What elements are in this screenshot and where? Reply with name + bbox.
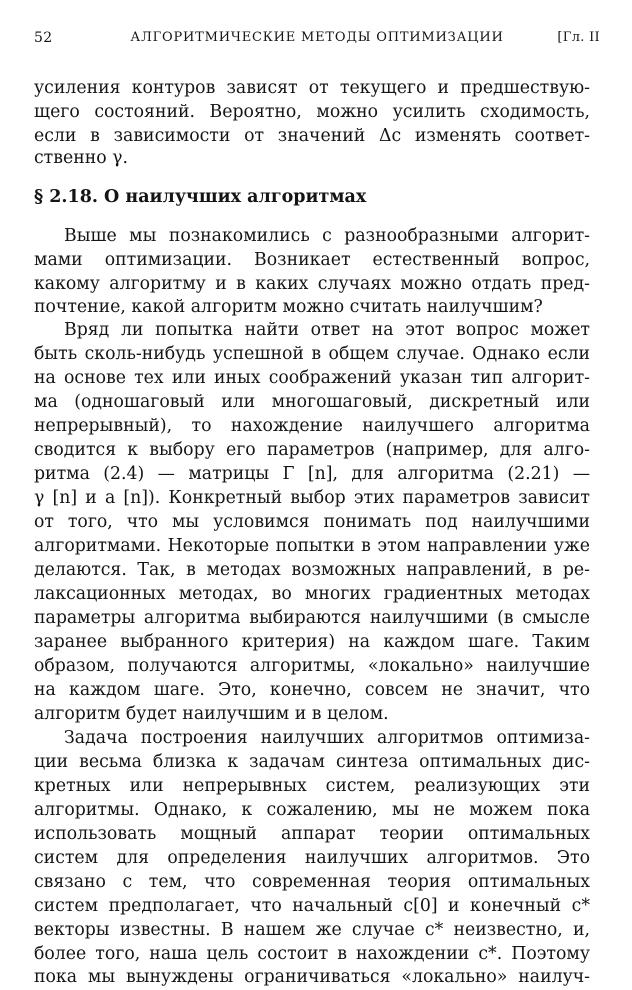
- running-head: [34, 30, 600, 52]
- text-line: ритма (2.4) — матрицы Γ [n], для алгоритма (2.21) —: [34, 464, 590, 484]
- text-line: почтение, какой алгоритм можно считать наилучшим?: [34, 297, 543, 317]
- text-line: Выше мы познакомились с разнообразными алгорит-: [64, 226, 590, 246]
- text-line: параметры алгоритма выбираются наилучшими (в смысле: [34, 608, 590, 628]
- text-line: алгоритм будет наилучшим и в целом.: [34, 704, 389, 724]
- text-line: образом, получаются алгоритмы, «локально» наилучшие: [34, 656, 590, 676]
- text-line: ции весьма близка к задачам синтеза оптимальных дис-: [34, 752, 590, 772]
- text-line: пока мы вынуждены ограничиваться «локально» наилуч-: [34, 967, 590, 987]
- text-line: ственно γ.: [34, 148, 128, 168]
- text-line: алгоритмами. Некоторые попытки в этом направлении уже: [34, 536, 590, 556]
- text-line: систем предполагает, что начальный c[0] и конечный c*: [34, 896, 590, 916]
- text-line: усиления контуров зависят от текущего и предшествую-: [34, 78, 590, 98]
- text-line: быть сколь-нибудь успешной в общем случае. Однако если: [34, 344, 590, 364]
- text-line: γ [n] и a [n]). Конкретный выбор этих параметров зависит: [34, 488, 590, 508]
- text-line: на основе тех или иных соображений указан тип алгорит-: [34, 368, 590, 388]
- text-line: щего состояний. Вероятно, можно усилить сходимость,: [34, 102, 590, 122]
- text-line: какому алгоритму и в каких случаях можно отдать пред-: [34, 274, 590, 294]
- text-line: делаются. Так, в методах возможных направлений, в ре-: [34, 560, 590, 580]
- text-line: на каждом шаге. Это, конечно, совсем не значит, что: [34, 680, 590, 700]
- text-line: более того, наша цель состоит в нахождении c*. Поэтому: [34, 944, 590, 964]
- text-line: заранее выбранного критерия) на каждом шаге. Таким: [34, 632, 590, 652]
- text-line: связано с тем, что современная теория оптимальных: [34, 872, 590, 892]
- text-line: систем для определения наилучших алгоритмов. Это: [34, 848, 590, 868]
- text-line: Задача построения наилучших алгоритмов оптимиза-: [64, 728, 590, 748]
- chapter-marker: [Гл. II: [557, 30, 600, 45]
- text-line: использовать мощный аппарат теории оптимальных: [34, 824, 590, 844]
- text-line: кретных или непрерывных систем, реализующих эти: [34, 776, 590, 796]
- text-line: лаксационных методах, во многих градиентных методах: [34, 584, 590, 604]
- text-line: от того, что мы условимся понимать под наилучшими: [34, 512, 590, 532]
- section-heading: § 2.18. О наилучших алгоритмах: [34, 187, 367, 207]
- text-line: непрерывный), то нахождение наилучшего алгоритма: [34, 416, 590, 436]
- text-line: сводится к выбору его параметров (например, для алго-: [34, 440, 590, 460]
- text-line: векторы известны. В нашем же случае c* неизвестно, и,: [34, 920, 590, 940]
- text-line: ма (одношаговый или многошаговый, дискретный или: [34, 392, 590, 412]
- text-line: алгоритмы. Однако, к сожалению, мы не можем пока: [34, 800, 590, 820]
- page-number: 52: [34, 30, 53, 46]
- text-line: Вряд ли попытка найти ответ на этот вопрос может: [64, 320, 590, 340]
- text-line: мами оптимизации. Возникает естественный вопрос,: [34, 250, 590, 270]
- text-line: если в зависимости от значений Δc изменять соответ-: [34, 126, 590, 146]
- running-title: АЛГОРИТМИЧЕСКИЕ МЕТОДЫ ОПТИМИЗАЦИИ: [130, 30, 504, 45]
